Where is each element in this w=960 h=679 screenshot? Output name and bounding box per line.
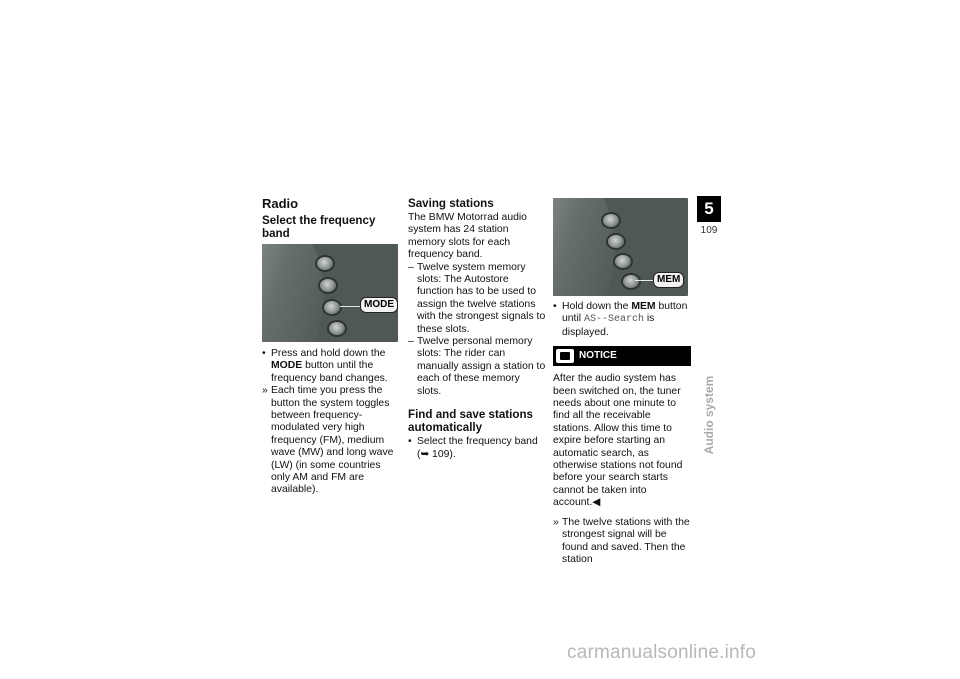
intro-text: The BMW Motorrad audio system has 24 station memory slots for each frequency band. <box>408 212 527 261</box>
instruction-list <box>262 348 400 497</box>
chapter-tab <box>697 196 721 236</box>
mem-button-photo <box>553 198 688 296</box>
list-item: • Hold down the MEM button until AS--Search is displayed. <box>553 301 688 338</box>
display-code: AS--Search <box>583 314 644 326</box>
subsection-title: Select the frequency band <box>262 214 376 240</box>
mem-label: MEM <box>653 272 684 288</box>
notice-banner <box>553 346 691 366</box>
heading-find-save: Find and save stations automatically <box>408 408 533 435</box>
notice-icon <box>556 349 574 363</box>
chapter-title-vertical <box>701 355 717 475</box>
column-radio <box>262 196 400 497</box>
step-list <box>408 436 546 461</box>
section-title: Radio <box>262 196 299 211</box>
list-item: » The twelve stations with the strongest signal will be found and saved. Then the station <box>553 516 690 565</box>
result-list <box>553 517 691 567</box>
chapter-title: Audio system <box>702 375 716 455</box>
page-number: 109 <box>700 225 718 236</box>
page-reference: (➥ 109). <box>417 448 456 460</box>
heading-saving-stations: Saving stations <box>408 197 494 210</box>
column-saving-stations <box>408 196 546 461</box>
list-item: – Twelve system memory slots: The Autostore function has to be used to assign the twelve stations with the strongest signals to these slots. <box>408 261 546 335</box>
list-item: » Each time you press the button the system toggles between frequency-modulated very high frequency (FM), medium wave (MW) and long wave (LW) (in some countries only AM and FM are available). <box>262 385 394 496</box>
notice-label: NOTICE <box>579 350 617 362</box>
column-mem <box>553 196 691 566</box>
mem-step-list <box>553 301 691 339</box>
mode-label: MODE <box>360 297 398 313</box>
memory-slot-list <box>408 262 546 398</box>
list-item: • Select the frequency band (➥ 109). <box>408 436 538 460</box>
list-item: – Twelve personal memory slots: The rider can manually assign a station to each of these memory slots. <box>408 336 546 397</box>
chapter-number: 5 <box>697 196 721 222</box>
watermark: carmanualsonline.info <box>567 642 757 663</box>
mode-button-photo <box>262 244 398 342</box>
notice-text: After the audio system has been switched on, the tuner needs about one minute to find all the receivable stations. Allow this time to expire before starting an automatic search, as otherwise stations not found before your search starts cannot be taken into account.◀ <box>553 373 683 509</box>
list-item: • Press and hold down the MODE button until the frequency band changes. <box>262 348 388 384</box>
